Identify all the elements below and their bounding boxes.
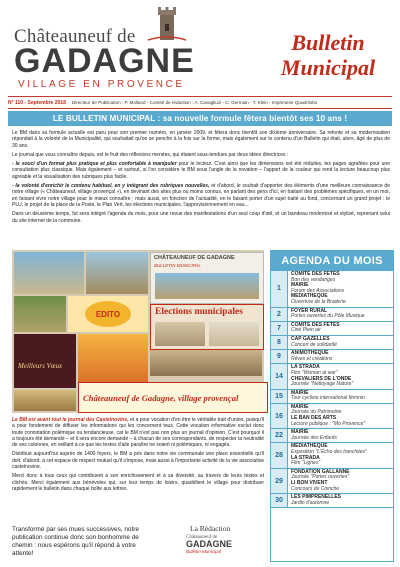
- bulletin-line-1: Bulletin: [291, 30, 365, 55]
- intro-text: [12, 130, 390, 227]
- agenda-event: [291, 309, 390, 320]
- agenda-events: [288, 390, 393, 403]
- agenda-events: [288, 469, 393, 493]
- agenda-events: [288, 271, 393, 307]
- collage-elections: [150, 304, 264, 350]
- agenda-event-desc: Journée des Enfants: [291, 434, 337, 441]
- agenda-event: [291, 444, 390, 455]
- agenda-events: [288, 336, 393, 349]
- agenda-day: 22: [271, 429, 288, 442]
- agenda-events: [288, 494, 393, 507]
- elections-photo: [155, 322, 205, 346]
- agenda-event-desc: Bon des vendanges: [291, 276, 336, 283]
- bulletin-line-2: Municipal: [280, 55, 376, 80]
- agenda-event-desc: Journée "Portes ouvertes": [291, 474, 350, 481]
- agenda-event-title: CHEVALIERS DE L'ONDE: [291, 375, 352, 382]
- agenda-event-desc: Rêves et créations: [291, 355, 333, 362]
- lower-paragraph-2: Distribué aujourd'hui auprès de 1400 foyers, le BM a pris dans notre vie communale une place essentielle qu'il doit, d'abord, à cet espace de respect mutuel qu'il s'impose, mais aussi à l'importante activité de la vie associative castelnovine.: [12, 451, 264, 471]
- chateau-tower-icon: [146, 4, 188, 44]
- collage-poster: [78, 334, 148, 388]
- logo-small-line-2: GADAGNE: [186, 539, 233, 549]
- agenda-event-desc: Jardin d'automne: [291, 499, 330, 506]
- masthead-title: GADAGNE: [14, 42, 195, 80]
- agenda-title: AGENDA DU MOIS: [271, 251, 393, 271]
- agenda-row: [271, 469, 393, 494]
- agenda-row: [271, 308, 393, 322]
- agenda-day: 14: [271, 364, 288, 388]
- agenda-event-desc: Concours de Coinche: [291, 485, 340, 492]
- agenda-event: [291, 391, 390, 402]
- agenda-events: [288, 350, 393, 363]
- mini-cover-photo: [155, 273, 259, 299]
- agenda-row: [271, 336, 393, 350]
- agenda-event-desc: Lecture publique : "Mo Provence": [291, 420, 366, 427]
- agenda-event: [291, 456, 390, 467]
- mini-cover-title: CHÂTEAUNEUF DE GADAGNE: [154, 255, 235, 261]
- agenda-event: [291, 377, 390, 388]
- collage-mini-cover: [150, 252, 264, 304]
- collage-photo-street: [150, 350, 262, 376]
- agenda-row: [271, 429, 393, 443]
- agenda-event-desc: Journée du Patrimoine: [291, 409, 342, 416]
- agenda-event: [291, 323, 390, 334]
- agenda-event-desc: Ciné Plein air: [291, 327, 321, 334]
- agenda-row: [271, 322, 393, 336]
- voeux-text: Meilleurs Vœux: [18, 362, 63, 370]
- agenda-row: [271, 390, 393, 404]
- agenda-day: 16: [271, 404, 288, 428]
- collage-village-feature: [78, 382, 268, 413]
- agenda-event-title: MAIRIE: [291, 389, 309, 396]
- intro-paragraph-1: Le BM dans sa formule actuelle est paru pour son premier numéro, en janvier 2009, et fêtera donc bientôt son dixième anniversaire. Sa refonte et sa modernisation répondait à la volonté de la Municipalité, qui souhaitait qu'on se penche à la fois sur la forme, mais également sur le contenu d'un Bulletin qui était, alors, âgé de plus de 30 ans.: [12, 130, 390, 149]
- intro-body-3: pour le lecteur. C'est ainsi que les dimensions ont été réduites, les pages agrafées pour une consultation plus classique. Mais également – et surtout, si l'on considère le BM sous l'angle de la novation – l'apport de la couleur qui rend la lecture beaucoup plus agréable et la visualisation des rubriques plus facile.: [12, 161, 390, 180]
- agenda-row: [271, 443, 393, 468]
- agenda-row: [271, 364, 393, 389]
- agenda-row: [271, 404, 393, 429]
- agenda-event-desc: Forum des Associations: [291, 287, 345, 294]
- logo-small-line-3: Bulletin Municipal: [186, 549, 222, 554]
- issue-number: N° 110 - Septembre 2018: [8, 99, 66, 106]
- agenda-event-title: MEDIATHEQUE: [291, 293, 328, 300]
- agenda-row: [271, 271, 393, 308]
- agenda-event: [291, 365, 390, 376]
- agenda-events: [288, 308, 393, 321]
- agenda-day: 1: [271, 271, 288, 307]
- agenda-day: 29: [271, 469, 288, 493]
- intro-paragraph-2: Le journal que vous connaître depuis, est le fruit des réflexions menées, qui étaient sous-tendues par deux idées directrices :: [12, 151, 289, 158]
- agenda-event-title: LE BAN DES ARTS: [291, 415, 337, 422]
- agenda-event-title: CAP GAZELLES: [291, 335, 330, 342]
- headline-banner: LE BULLETIN MUNICIPAL : sa nouvelle formule fêtera bientôt ses 10 ans !: [8, 111, 392, 126]
- agenda-event: [291, 416, 390, 427]
- agenda-event-desc: Portes ouvertes du Pôle Musique: [291, 313, 365, 320]
- logo-small-line-1: Châteauneuf de: [186, 535, 218, 540]
- agenda-event: [291, 495, 390, 506]
- agenda-event-desc: Film "Lignes": [291, 460, 321, 467]
- village-feature-title: Châteauneuf de Gadagne, village provençal: [83, 392, 239, 403]
- agenda-event: [291, 294, 390, 305]
- agenda-event: [291, 430, 390, 441]
- agenda-event-title: LA STRADA: [291, 364, 320, 371]
- edito-badge: EDITO: [85, 301, 131, 327]
- agenda-event-desc: Tour cycliste international féminin: [291, 395, 365, 402]
- agenda-event-title: MAIRIE: [291, 403, 309, 410]
- credits: Directeur de Publication : P. Molland - Comité de rédaction : A. Cavagliuzi - C. Germain - T. Klein - Imprimerie Quadrilobo: [71, 100, 318, 105]
- masthead-top: Châteauneuf de: [14, 26, 136, 47]
- collage-photo-village: [86, 252, 148, 294]
- agenda-event-title: FOYER RURAL: [291, 307, 328, 314]
- agenda-events: [288, 443, 393, 467]
- lower-body-1: et a pour vocation d'en être le véritable trait d'union, puisqu'il a pour fondement de diffuser les informations qui les concernent tous. Cette vocation informative exclut donc toute connotation polémique ou tendancieuse, car le BM n'est pas non plus un journal d'opinion. C'est pourquoi il a toujours été demandé – et il sera encore demandé – à chacun de ses correspondants, de respecter la neutralité de ses colonnes, en veillant à ce que les textes d'aile paraître ne soient ni polémiques, ni engagés.: [12, 417, 264, 449]
- bulletin-title: [268, 30, 388, 80]
- collage-voeux: [14, 334, 76, 388]
- agenda-event: [291, 337, 390, 348]
- agenda-event: [291, 351, 390, 362]
- agenda-event-title: MEDIATHEQUE: [291, 443, 328, 450]
- agenda-event-title: LA STRADA: [291, 454, 320, 461]
- agenda-day: 15: [271, 390, 288, 403]
- agenda-day: 2: [271, 308, 288, 321]
- agenda-event-title: LI BON VIVENT: [291, 480, 328, 486]
- intro-lead-2: - la volonté d'enrichir le contenu habituel, en y intégrant des rubriques nouvelles,: [12, 183, 210, 190]
- agenda-day: 9: [271, 350, 288, 363]
- collage-photo-garden: [14, 296, 66, 332]
- mini-cover-bulletin: BULLETIN MUNICIPAL: [154, 263, 201, 268]
- info-bar: [8, 96, 392, 109]
- agenda-event-title: MAIRIE: [291, 429, 309, 436]
- elections-title: Elections municipales: [155, 307, 243, 317]
- agenda-events: [288, 322, 393, 335]
- agenda-event-title: ANIMOTHEQUE: [291, 350, 329, 357]
- collage-photo-fields: [14, 390, 76, 411]
- agenda-list: [271, 271, 393, 508]
- agenda-event-title: COMITE DES FETES: [291, 321, 340, 328]
- lower-paragraph-1: [12, 417, 264, 448]
- agenda-day: 30: [271, 494, 288, 507]
- agenda-day: 7: [271, 322, 288, 335]
- agenda-events: [288, 404, 393, 428]
- lower-text: [12, 417, 264, 495]
- agenda-event: [291, 481, 390, 492]
- intro-paragraph-3: [12, 161, 390, 180]
- agenda-event-title: MAIRIE: [291, 282, 309, 289]
- collage-edito: [68, 296, 148, 332]
- agenda-event-desc: Exposition "L'Écho des tranchées": [291, 449, 367, 456]
- lower-lead: Le BM est avant tout le journal des Castelnovins,: [12, 417, 129, 423]
- collage-photo-landscape: [14, 252, 84, 294]
- cover-collage: [12, 250, 264, 413]
- agenda-event-desc: Film "Woman at war": [291, 369, 338, 376]
- agenda-event-desc: Ouverture de la Braderie: [291, 298, 346, 305]
- masthead-logo-small: [186, 535, 256, 559]
- agenda-day: 28: [271, 443, 288, 467]
- intro-paragraph-5: Dans un deuxième temps, fut sera intégré l'agenda du mois, pour une revue des manifestations d'un seul coup d'œil, et un bandeau modernisé et stylisé, reprenant celui du site internet de la commune.: [12, 211, 390, 224]
- agenda-row: [271, 494, 393, 508]
- agenda-event-title: FONDATION GALLANNE: [291, 468, 350, 475]
- elections-photo-2: [209, 322, 259, 346]
- agenda-panel: [270, 250, 394, 562]
- redaction-signature: La Rédaction: [190, 524, 231, 533]
- agenda-events: [288, 364, 393, 388]
- agenda-event-title: COMITE DES FETES: [291, 271, 340, 277]
- agenda-event-desc: Journée "Nettoyage Nature": [291, 381, 354, 388]
- closing-text: Transformé par ses mues successives, notre publication continue donc son bonhomme de chemin : nous espérons qu'il répond à votre attente!: [12, 526, 139, 557]
- agenda-event-desc: Concert de solidarité: [291, 341, 337, 348]
- intro-paragraph-4: [12, 183, 390, 208]
- intro-body-4: et d'abord, le souhait d'apporter des éléments d'une meilleure connaissance de notre village (« Châteauneuf, village provençal »), en devinant des sites plus ou moins connus, en parlant des gens d'ici, en traitant des problèmes spécifiques, en un mot, en faisant vivre notre village pour le mieux connaître ; mais aussi, en fonction de l'actualité, en le faisant porter d'un sujet traité au fond, concernant un grand projet : le PLU, le projet de la place de la Poste, le Plan Vert, les élections municipales, l'approvisionnement en eau...: [12, 183, 390, 208]
- agenda-row: [271, 350, 393, 364]
- agenda-events: [288, 429, 393, 442]
- lower-paragraph-3: Merci donc à tous ceux qui contribuent à son enrichissement et à sa diversité, au travers de leurs textes et clichés. Merci également aux bénévoles qui, sur leur temps de loisirs, quadrillent le village pour distribuer rapidement le bulletin dans chaque boîte aux lettres.: [12, 473, 264, 492]
- masthead-subtitle: VILLAGE EN PROVENCE: [18, 79, 185, 90]
- intro-lead-1: - le souci d'un format plus pratique et plus confortable à manipuler: [12, 161, 177, 168]
- agenda-day: 8: [271, 336, 288, 349]
- agenda-event-title: LES PIMPRENELLES: [291, 494, 342, 501]
